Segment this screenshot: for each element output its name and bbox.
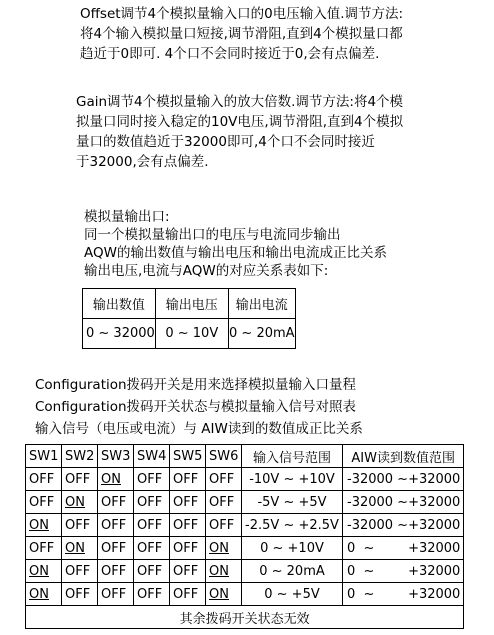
input-range-cell: -10V ~ +10V xyxy=(242,468,343,491)
aiw-range-cell xyxy=(343,514,464,537)
switch-state-cell xyxy=(26,468,62,491)
switch-state-cell xyxy=(170,560,206,583)
text-line: 同一个模拟量输出口的电压与电流同步输出 xyxy=(84,227,341,243)
switch-state-cell xyxy=(206,491,242,514)
output-relation-table xyxy=(82,288,296,349)
configuration-table-body xyxy=(26,468,464,606)
configuration-paragraph xyxy=(35,374,363,440)
switch-state: OFF xyxy=(65,563,91,579)
switch-state: ON xyxy=(209,563,229,579)
switch-state: OFF xyxy=(137,517,163,533)
switch-state-cell xyxy=(134,514,170,537)
aiw-range-cell xyxy=(343,468,464,491)
switch-state-cell xyxy=(170,468,206,491)
switch-state-cell xyxy=(170,491,206,514)
switch-state: ON xyxy=(209,586,229,602)
aiw-range xyxy=(347,564,463,579)
switch-state: OFF xyxy=(173,494,199,510)
aiw-range-cell xyxy=(343,560,464,583)
aiw-range xyxy=(347,518,463,533)
text-line: 模拟量输出口: xyxy=(84,209,170,225)
text-line: Offset调节4个模拟量输入口的0电压输入值.调节方法: xyxy=(80,6,404,22)
switch-state: OFF xyxy=(137,540,163,556)
table-header-row xyxy=(26,445,464,468)
switch-state-cell xyxy=(98,560,134,583)
switch-state-cell xyxy=(98,468,134,491)
aiw-high: +32000 xyxy=(408,494,461,510)
switch-state-cell xyxy=(26,560,62,583)
switch-state: OFF xyxy=(173,540,199,556)
table-footer-cell: 其余拨码开关状态无效 xyxy=(26,606,464,629)
text-line: 输出电压,电流与AQW的对应关系表如下: xyxy=(84,263,329,279)
switch-state-cell xyxy=(98,514,134,537)
switch-state-cell xyxy=(206,514,242,537)
switch-state: OFF xyxy=(101,517,127,533)
switch-state: OFF xyxy=(173,586,199,602)
text-line: 将4个输入模拟量口短接,调节滑阻,直到4个模拟量口都 xyxy=(80,26,403,42)
switch-state-cell xyxy=(206,560,242,583)
switch-state: ON xyxy=(65,494,85,510)
switch-state-cell xyxy=(170,583,206,606)
aiw-range-cell xyxy=(343,583,464,606)
switch-state-cell xyxy=(62,560,98,583)
table-header-cell: SW1 xyxy=(26,445,62,468)
switch-state: OFF xyxy=(29,494,55,510)
switch-state-cell xyxy=(98,537,134,560)
table-header-row xyxy=(83,289,296,319)
input-range-cell: 0 ~ 20mA xyxy=(242,560,343,583)
switch-state: OFF xyxy=(101,563,127,579)
table-header-cell: AIW读到数值范围 xyxy=(343,445,464,468)
switch-state: ON xyxy=(29,586,49,602)
text-line: Configuration拨码开关是用来选择模拟量输入口量程 xyxy=(35,377,357,393)
switch-state-cell xyxy=(170,537,206,560)
switch-state: OFF xyxy=(65,586,91,602)
text-line: 拟量口同时接入稳定的10V电压,调节滑阻,直到4个模拟 xyxy=(76,114,404,130)
switch-state-cell xyxy=(206,468,242,491)
table-row xyxy=(26,537,464,560)
switch-state: ON xyxy=(209,540,229,556)
switch-state: OFF xyxy=(65,471,91,487)
switch-state-cell xyxy=(206,537,242,560)
text-line: AQW的输出数值与输出电压和输出电流成正比关系 xyxy=(84,245,387,261)
switch-state-cell xyxy=(98,583,134,606)
switch-state-cell xyxy=(170,514,206,537)
switch-state: ON xyxy=(101,471,121,487)
switch-state-cell xyxy=(62,583,98,606)
table-cell: 0 ~ 32000 xyxy=(83,319,156,349)
input-range-cell: -5V ~ +5V xyxy=(242,491,343,514)
switch-state-cell xyxy=(62,537,98,560)
switch-state: OFF xyxy=(29,471,55,487)
text-line: 量口的数值趋近于32000即可,4个口不会同时接近 xyxy=(76,134,375,150)
aiw-low: -32000 ~ xyxy=(347,494,409,510)
switch-state: OFF xyxy=(29,540,55,556)
switch-state: OFF xyxy=(173,471,199,487)
table-header-cell: SW4 xyxy=(134,445,170,468)
switch-state-cell xyxy=(134,583,170,606)
table-header-cell: SW2 xyxy=(62,445,98,468)
text-line: 趋近于0即可. 4个口不会同时接近于0,会有点偏差. xyxy=(80,46,380,62)
switch-state: OFF xyxy=(101,540,127,556)
table-cell: 0 ~ 20mA xyxy=(228,319,295,349)
switch-state-cell xyxy=(134,537,170,560)
switch-state: ON xyxy=(65,540,85,556)
switch-state: OFF xyxy=(173,517,199,533)
switch-state: OFF xyxy=(137,471,163,487)
table-footer-row xyxy=(26,606,464,629)
table-header-cell: SW6 xyxy=(206,445,242,468)
aiw-high: +32000 xyxy=(408,517,461,533)
table-row xyxy=(26,583,464,606)
aiw-low: 0 ~ xyxy=(347,586,375,602)
aiw-low: 0 ~ xyxy=(347,563,375,579)
aiw-range-cell xyxy=(343,491,464,514)
table-header-cell: 输出数值 xyxy=(83,289,156,319)
aiw-range xyxy=(347,472,463,487)
switch-state-cell xyxy=(134,468,170,491)
aiw-low: 0 ~ xyxy=(347,540,375,556)
aiw-high: +32000 xyxy=(408,471,461,487)
switch-state-cell xyxy=(134,491,170,514)
table-row xyxy=(83,319,296,349)
aiw-low: -32000 ~ xyxy=(347,517,409,533)
table-header-cell: 输出电压 xyxy=(155,289,228,319)
table-row xyxy=(26,560,464,583)
switch-state-cell xyxy=(206,583,242,606)
text-line: Gain调节4个模拟量输入的放大倍数.调节方法:将4个模 xyxy=(76,94,404,110)
switch-state: OFF xyxy=(101,494,127,510)
switch-state-cell xyxy=(62,468,98,491)
aiw-high: +32000 xyxy=(408,563,461,579)
table-row xyxy=(26,468,464,491)
switch-state-cell xyxy=(62,491,98,514)
switch-state: OFF xyxy=(137,563,163,579)
aiw-high: +32000 xyxy=(408,586,461,602)
aiw-range-cell xyxy=(343,537,464,560)
switch-state: OFF xyxy=(209,494,235,510)
switch-state: OFF xyxy=(137,586,163,602)
switch-state: OFF xyxy=(101,586,127,602)
text-line: 于32000,会有点偏差. xyxy=(76,154,209,170)
aiw-range xyxy=(347,541,463,556)
switch-state-cell xyxy=(26,537,62,560)
switch-state: OFF xyxy=(65,517,91,533)
table-header-cell: SW5 xyxy=(170,445,206,468)
switch-state: OFF xyxy=(209,517,235,533)
aiw-range xyxy=(347,495,463,510)
switch-state-cell xyxy=(26,491,62,514)
table-header-cell: SW3 xyxy=(98,445,134,468)
switch-state: OFF xyxy=(137,494,163,510)
table-row xyxy=(26,491,464,514)
switch-state: OFF xyxy=(173,563,199,579)
switch-state: ON xyxy=(29,517,49,533)
configuration-switch-table xyxy=(25,444,464,629)
input-range-cell: 0 ~ +5V xyxy=(242,583,343,606)
input-range-cell: -2.5V ~ +2.5V xyxy=(242,514,343,537)
aiw-low: -32000 ~ xyxy=(347,471,409,487)
switch-state-cell xyxy=(26,583,62,606)
table-header-cell: 输入信号范围 xyxy=(242,445,343,468)
table-header-cell: 输出电流 xyxy=(228,289,295,319)
table-row xyxy=(26,514,464,537)
switch-state-cell xyxy=(26,514,62,537)
aiw-high: +32000 xyxy=(408,540,461,556)
switch-state: ON xyxy=(29,563,49,579)
text-line: 输入信号（电压或电流）与 AIW读到的数值成正比关系 xyxy=(35,421,363,437)
table-cell: 0 ~ 10V xyxy=(155,319,228,349)
text-line: Configuration拨码开关状态与模拟量输入信号对照表 xyxy=(35,399,357,415)
offset-paragraph xyxy=(80,4,403,64)
gain-paragraph xyxy=(76,92,403,172)
input-range-cell: 0 ~ +10V xyxy=(242,537,343,560)
switch-state: OFF xyxy=(209,471,235,487)
switch-state-cell xyxy=(98,491,134,514)
switch-state-cell xyxy=(134,560,170,583)
switch-state-cell xyxy=(62,514,98,537)
aiw-range xyxy=(347,587,463,602)
analog-output-paragraph xyxy=(84,208,387,280)
